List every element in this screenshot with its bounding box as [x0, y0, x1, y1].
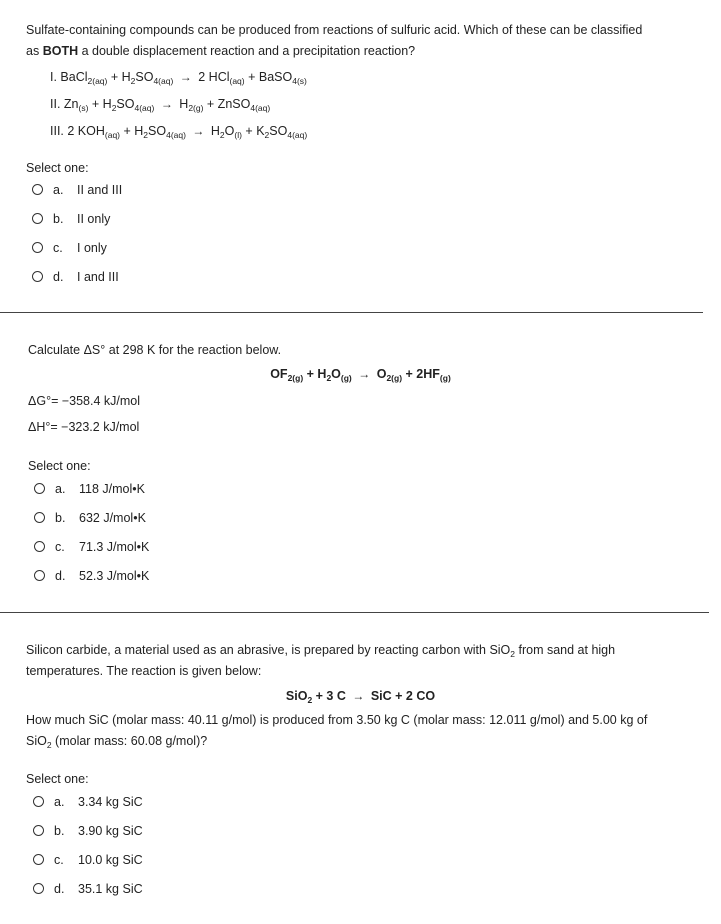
radio-icon[interactable] — [33, 796, 44, 807]
rxn-text: SO — [116, 97, 135, 111]
rxn-sub: 4(aq) — [287, 130, 308, 140]
rxn-text: 2 HCl — [194, 70, 230, 84]
rxn-text: II. Zn — [50, 97, 79, 111]
rxn-text: III. 2 KOH — [50, 124, 105, 138]
question-3-ask-line-1: How much SiC (molar mass: 40.11 g/mol) is produced from 3.50 kg C (molar mass: 12.011 g/mol) and 5.00 kg of — [26, 713, 648, 727]
rxn-sub: 2(g) — [287, 373, 304, 383]
option-d[interactable] — [33, 874, 143, 903]
rxn-sub: (aq) — [229, 76, 245, 86]
option-text: 632 J/mol•K — [79, 510, 146, 525]
option-letter: b. — [54, 823, 65, 838]
rxn-text: + K — [241, 124, 265, 138]
rxn-sub: 2(g) — [188, 103, 204, 113]
rxn-text: + BaSO — [244, 70, 293, 84]
select-one-label: Select one: — [26, 772, 89, 786]
rxn-text: H — [207, 124, 220, 138]
rxn-text: + H — [107, 70, 131, 84]
option-text: II only — [77, 211, 111, 226]
rxn-sub: 2 — [264, 130, 270, 140]
divider — [0, 612, 709, 613]
rxn-sub: 2 — [326, 373, 332, 383]
radio-icon[interactable] — [34, 570, 45, 581]
question-3-prompt-line-2: temperatures. The reaction is given below: — [26, 664, 262, 678]
option-text: 118 J/mol•K — [79, 481, 145, 496]
reaction-sic — [0, 684, 721, 708]
select-one-label: Select one: — [28, 459, 91, 473]
rxn-sub: 2(aq) — [87, 76, 108, 86]
rxn-text: + 3 C — [312, 689, 350, 703]
question-3-ask — [26, 710, 716, 752]
option-d[interactable] — [34, 561, 149, 590]
select-one-label: Select one: — [26, 161, 89, 175]
option-letter: b. — [55, 510, 66, 525]
rxn-sub: (g) — [340, 373, 352, 383]
option-text: 3.90 kg SiC — [78, 823, 143, 838]
question-1-prompt-line-2 — [26, 41, 706, 62]
rxn-sub: (l) — [234, 130, 242, 140]
rxn-text: O — [331, 367, 341, 381]
rxn-sub: 4(aq) — [134, 103, 155, 113]
option-letter: c. — [53, 240, 63, 255]
prompt-sub: 2 — [46, 740, 52, 750]
arrow-icon: → — [160, 97, 173, 111]
rxn-sub: (g) — [439, 373, 451, 383]
question-1-prompt-line-1: Sulfate-containing compounds can be produced from reactions of sulfuric acid. Which of these can be classified — [26, 23, 643, 37]
reaction-1 — [50, 65, 307, 89]
arrow-icon: → — [358, 367, 371, 381]
option-letter: a. — [53, 182, 64, 197]
rxn-sub: 4(aq) — [250, 103, 271, 113]
rxn-sub: 4(aq) — [153, 76, 174, 86]
question-3-prompt — [26, 640, 706, 682]
arrow-icon: → — [352, 689, 365, 703]
radio-icon[interactable] — [33, 883, 44, 894]
option-a[interactable] — [33, 787, 143, 816]
option-d[interactable] — [32, 262, 122, 291]
rxn-text: SO — [269, 124, 288, 138]
reaction-3 — [50, 119, 307, 143]
option-a[interactable] — [34, 474, 149, 503]
reaction-of2 — [0, 362, 721, 386]
rxn-text: + H — [88, 97, 112, 111]
reaction-2 — [50, 92, 270, 116]
prompt-sub: 2 — [510, 649, 516, 659]
radio-icon[interactable] — [32, 271, 43, 282]
option-text: 3.34 kg SiC — [78, 794, 143, 809]
rxn-text: OF — [270, 367, 288, 381]
rxn-sub: 2(g) — [386, 373, 403, 383]
option-text: II and III — [77, 182, 123, 197]
rxn-sub: 2 — [130, 76, 136, 86]
radio-icon[interactable] — [34, 541, 45, 552]
prompt-text: Silicon carbide, a material used as an abrasive, is prepared by reacting carbon with SiO — [26, 643, 511, 657]
option-letter: d. — [53, 269, 64, 284]
rxn-sub: 4(s) — [292, 76, 307, 86]
radio-icon[interactable] — [33, 825, 44, 836]
option-c[interactable] — [33, 845, 143, 874]
option-text: 35.1 kg SiC — [78, 881, 143, 896]
question-3-ask-line-2 — [26, 731, 716, 752]
rxn-text: O — [224, 124, 235, 138]
rxn-sub: 4(aq) — [166, 130, 186, 140]
option-a[interactable] — [32, 175, 122, 204]
option-letter: d. — [54, 881, 65, 896]
radio-icon[interactable] — [34, 512, 45, 523]
option-letter: a. — [55, 481, 66, 496]
rxn-sub: 2 — [307, 695, 313, 705]
arrow-icon: → — [179, 70, 192, 84]
option-text: I and III — [77, 269, 119, 284]
option-text: 71.3 J/mol•K — [79, 539, 150, 554]
rxn-text: H — [175, 97, 189, 111]
arrow-icon: → — [192, 124, 205, 138]
rxn-text: + 2HF — [402, 367, 440, 381]
option-b[interactable] — [32, 204, 122, 233]
option-b[interactable] — [33, 816, 143, 845]
option-c[interactable] — [32, 233, 122, 262]
delta-g-value: ΔG°= −358.4 kJ/mol — [28, 394, 141, 408]
rxn-text: SiO — [285, 689, 308, 703]
rxn-sub: (s) — [78, 103, 89, 113]
option-letter: c. — [55, 539, 65, 554]
rxn-sub: 2 — [143, 130, 149, 140]
rxn-text: SO — [148, 124, 167, 138]
rxn-sub: 2 — [111, 103, 117, 113]
prompt-text: SiO — [26, 734, 47, 748]
divider — [0, 312, 703, 313]
radio-icon[interactable] — [32, 242, 43, 253]
delta-h-value: ΔH°= −323.2 kJ/mol — [28, 420, 140, 434]
question-3-options — [33, 787, 143, 903]
rxn-text: + H — [120, 124, 144, 138]
rxn-text: SiC + 2 CO — [367, 689, 436, 703]
radio-icon[interactable] — [34, 483, 45, 494]
prompt-emphasis: BOTH — [42, 44, 79, 58]
rxn-text: I. BaCl — [50, 70, 88, 84]
question-2-prompt: Calculate ΔS° at 298 K for the reaction below. — [28, 343, 282, 357]
option-c[interactable] — [34, 532, 149, 561]
option-letter: c. — [54, 852, 64, 867]
prompt-text: (molar mass: 60.08 g/mol)? — [51, 734, 208, 748]
radio-icon[interactable] — [33, 854, 44, 865]
option-letter: b. — [53, 211, 64, 226]
rxn-sub: (aq) — [104, 130, 121, 140]
option-text: I only — [77, 240, 107, 255]
rxn-sub: 2 — [219, 130, 225, 140]
question-2-options — [34, 474, 149, 590]
option-letter: d. — [55, 568, 66, 583]
rxn-text: + H — [303, 367, 327, 381]
question-1-prompt — [26, 20, 706, 62]
option-text: 10.0 kg SiC — [78, 852, 143, 867]
option-letter: a. — [54, 794, 65, 809]
radio-icon[interactable] — [32, 184, 43, 195]
prompt-text: a double displacement reaction and a precipitation reaction? — [78, 44, 416, 58]
prompt-text: as — [26, 44, 43, 58]
radio-icon[interactable] — [32, 213, 43, 224]
prompt-text: from sand at high — [515, 643, 616, 657]
option-text: 52.3 J/mol•K — [79, 568, 150, 583]
question-1-options — [32, 175, 122, 291]
rxn-text: O — [373, 367, 387, 381]
rxn-text: SO — [135, 70, 154, 84]
question-3-prompt-line-1 — [26, 640, 706, 661]
rxn-text: + ZnSO — [203, 97, 251, 111]
option-b[interactable] — [34, 503, 149, 532]
